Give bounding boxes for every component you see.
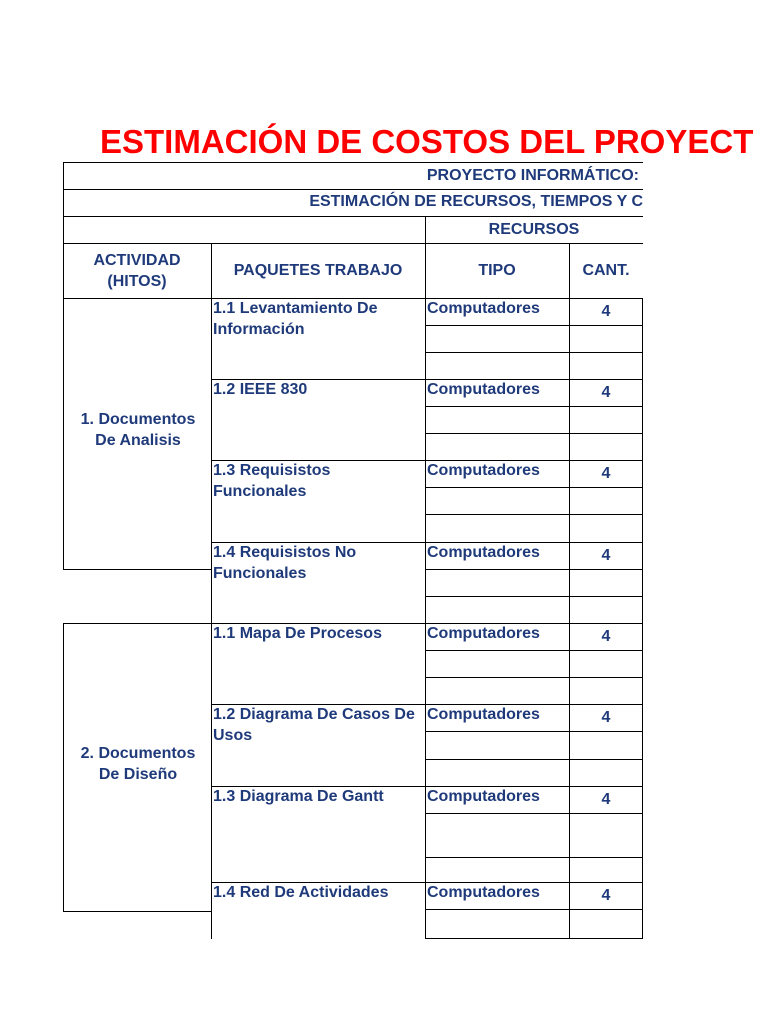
resource-type: Computadores — [427, 462, 540, 479]
col-header-actividad: ACTIVIDAD (HITOS) — [93, 251, 181, 290]
resource-quantity: 4 — [601, 547, 611, 564]
work-package-name: 1.2 Diagrama De Casos De Usos — [213, 706, 415, 744]
resource-quantity: 4 — [601, 465, 611, 482]
work-package-name: 1.3 Diagrama De Gantt — [213, 788, 384, 805]
work-package-name: 1.4 Red De Actividades — [213, 884, 389, 901]
resource-quantity: 4 — [601, 628, 611, 645]
milestone-cell: 2. Documentos De Diseño — [80, 745, 196, 783]
work-package-name: 1.4 Requisistos No Funcionales — [213, 544, 357, 582]
resource-quantity: 4 — [601, 791, 611, 808]
resource-type: Computadores — [427, 544, 540, 561]
resource-type: Computadores — [427, 884, 540, 901]
resource-quantity: 4 — [601, 384, 611, 401]
work-package-name: 1.2 IEEE 830 — [213, 381, 308, 398]
resource-type: Computadores — [427, 788, 540, 805]
resource-type: Computadores — [427, 706, 540, 723]
work-package-name: 1.1 Mapa De Procesos — [213, 625, 382, 642]
page-title: ESTIMACIÓN DE COSTOS DEL PROYECT — [100, 123, 754, 160]
col-header-cant: CANT. — [582, 262, 630, 279]
resource-type: Computadores — [427, 300, 540, 317]
milestone-cell: 1. Documentos De Analisis — [80, 411, 196, 449]
recursos-header: RECURSOS — [488, 221, 580, 238]
resource-quantity: 4 — [601, 709, 611, 726]
resource-quantity: 4 — [601, 887, 611, 904]
project-title-cell: PROYECTO INFORMÁTICO: — [426, 167, 639, 184]
work-package-name: 1.3 Requisistos Funcionales — [213, 462, 331, 500]
estimation-subtitle-cell: ESTIMACIÓN DE RECURSOS, TIEMPOS Y C — [309, 193, 643, 210]
col-header-paquetes: PAQUETES TRABAJO — [233, 262, 403, 279]
work-package-name: 1.1 Levantamiento De Información — [213, 300, 378, 338]
col-header-tipo: TIPO — [478, 262, 516, 279]
resource-quantity: 4 — [601, 303, 611, 320]
resource-type: Computadores — [427, 625, 540, 642]
resource-type: Computadores — [427, 381, 540, 398]
